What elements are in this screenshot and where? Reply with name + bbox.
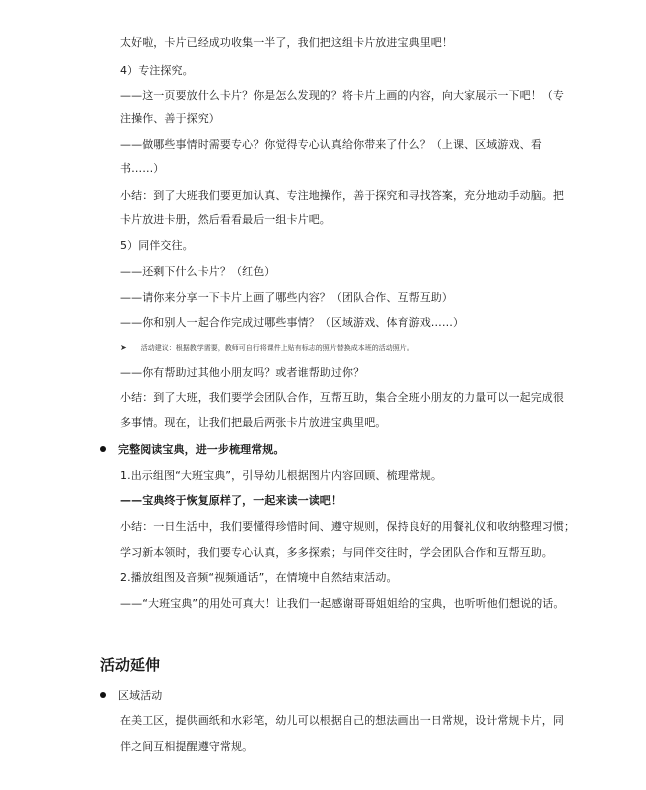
arrow-bullet-icon: ➤ [120,343,127,352]
bullet-dot-icon [100,692,106,698]
paragraph-line: ——你有帮助过其他小朋友吗？或者谁帮助过你？ [120,366,365,379]
paragraph-line: 学习新本领时，我们要专心认真，多多探索；与同伴交往时，学会团队合作和互帮互助。 [120,546,553,559]
paragraph-line: ——“大班宝典”的用处可真大！让我们一起感谢哥哥姐姐给的宝典，也听听他们想说的话。 [120,597,565,610]
bullet-item [100,443,570,457]
paragraph-line: 书……） [120,162,165,175]
bullet-text: 完整阅读宝典，进一步梳理常规。 [118,443,285,456]
paragraph-line: 在美工区，提供画纸和水彩笔，幼儿可以根据自己的想法画出一日常规，设计常规卡片，同 [120,714,564,727]
paragraph-line: 小结：到了大班我们要更加认真、专注地操作，善于探究和寻找答案，充分地动手动脑。把 [120,189,564,202]
paragraph-line: 1.出示组图“大班宝典”，引导幼儿根据图片内容回顾、梳理常规。 [120,469,442,482]
paragraph-line: ——做哪些事情时需要专心？你觉得专心认真给你带来了什么？（上课、区域游戏、看 [120,138,542,151]
paragraph-line: 小结：到了大班，我们要学会团队合作，互帮互助，集合全班小朋友的力量可以一起完成很 [120,391,564,404]
paragraph-line: ——还剩下什么卡片？（红色） [120,265,276,278]
paragraph-line: 卡片放进卡册，然后看看最后一组卡片吧。 [120,213,331,226]
paragraph-line: 4）专注探究。 [120,64,194,77]
paragraph-line: ——你和别人一起合作完成过哪些事情？（区域游戏、体育游戏……） [120,316,465,329]
activity-note [120,343,414,353]
bullet-text: 区域活动 [118,689,163,702]
paragraph-line: 2.播放组图及音频“视频通话”，在情境中自然结束活动。 [120,571,398,584]
paragraph-line: 5）同伴交往。 [120,239,194,252]
paragraph-line: ——请你来分享一下卡片上画了哪些内容？（团队合作、互帮互助） [120,291,453,304]
paragraph-line: ——这一页要放什么卡片？你是怎么发现的？将卡片上画的内容，向大家展示一下吧！（专 [120,89,564,102]
bullet-item [100,689,570,703]
paragraph-line: 小结：一日生活中，我们要懂得珍惜时间、遵守规则，保持良好的用餐礼仪和收纳整理习惯； [120,520,576,533]
paragraph-line: 多事情。现在，让我们把最后两张卡片放进宝典里吧。 [120,416,387,429]
section-heading: 活动延伸 [100,656,161,674]
paragraph-line: 太好啦，卡片已经成功收集一半了，我们把这组卡片放进宝典里吧！ [120,36,453,49]
paragraph-line: ——宝典终于恢复原样了，一起来读一读吧！ [120,494,342,507]
bullet-dot-icon [100,446,106,452]
paragraph-line: 注操作、善于探究） [120,112,220,125]
paragraph-line: 伴之间互相提醒遵守常规。 [120,740,254,753]
activity-note-text: 活动建议：根据教学需要，教师可自行将课件上贴有标志的照片替换成本班的活动照片。 [140,344,414,352]
